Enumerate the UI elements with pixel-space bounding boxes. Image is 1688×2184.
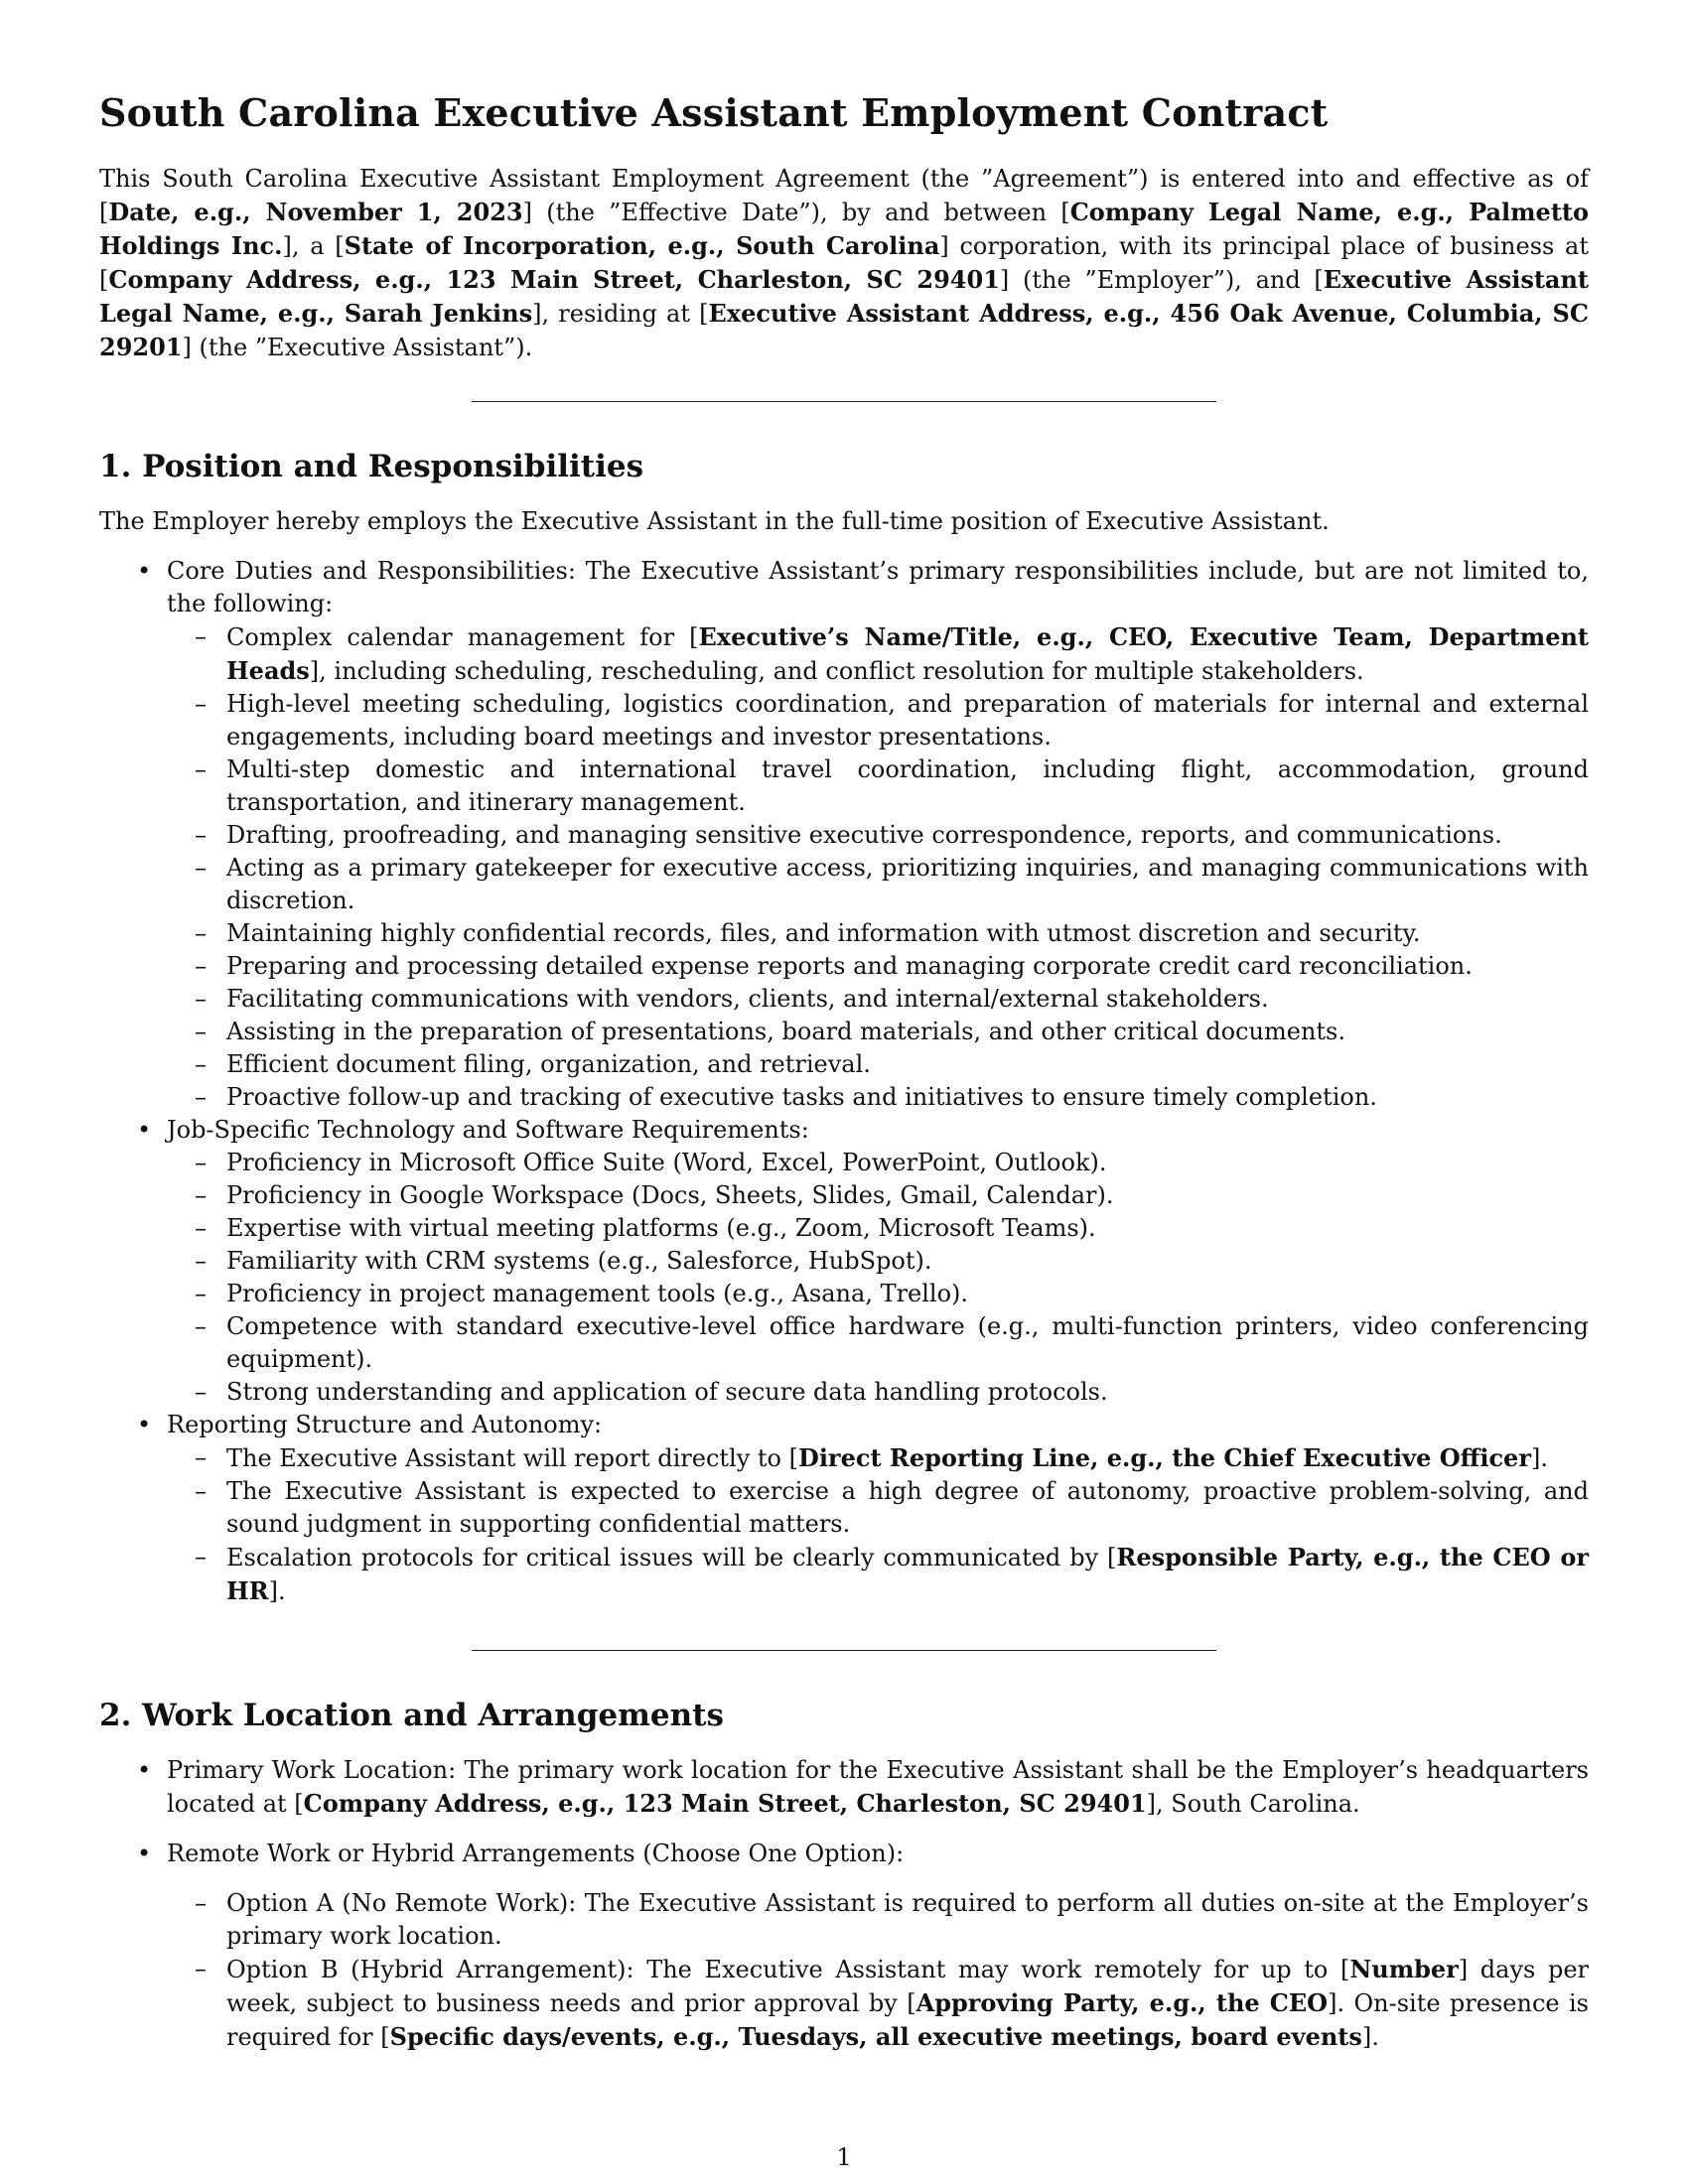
- list-item: – Proficiency in project management tools (e.g., Asana, Trello).: [165, 1278, 1589, 1310]
- list-item: – Complex calendar management for [Executive’s Name/Title, e.g., CEO, Executive Team, Department Heads], including scheduling, rescheduling, and conflict resolution for multiple stakeholders.: [165, 620, 1589, 688]
- list-item: – Efficient document filing, organization, and retrieval.: [165, 1048, 1589, 1081]
- list-item: • Primary Work Location: The primary work location for the Executive Assistant shall be the Employer’s headquarters located at [Company Address, e.g., 123 Main Street, Charleston, SC 29401], South Carolina.: [99, 1754, 1589, 1821]
- list-item: – Facilitating communications with vendors, clients, and internal/external stakeholders.: [165, 983, 1589, 1016]
- list-item: – Escalation protocols for critical issues will be clearly communicated by [Responsible Party, e.g., the CEO or HR].: [165, 1541, 1589, 1608]
- list-item: – Strong understanding and application of secure data handling protocols.: [165, 1376, 1589, 1409]
- tech-requirements-list: [167, 1147, 1589, 1409]
- list-item: – Acting as a primary gatekeeper for executive access, prioritizing inquiries, and managing communications with discretion.: [165, 852, 1589, 917]
- section-1-lead: The Employer hereby employs the Executive Assistant in the full-time position of Executive Assistant.: [99, 507, 1330, 535]
- list-item: – Option A (No Remote Work): The Executive Assistant is required to perform all duties on-site at the Employer’s primary work location.: [165, 1887, 1589, 1953]
- section-1-body: [99, 505, 1589, 1608]
- reporting-list: [167, 1441, 1589, 1608]
- document-page: [99, 0, 1589, 2184]
- list-item: • Core Duties and Responsibilities: The Executive Assistant’s primary responsibilities include, but are not limited to, the following: – Complex calendar management for [Executive’s Name/Title, e.g., CEO, Executive Team, Department Heads], including scheduling, rescheduling, and conflict resolution for multiple stakeholders. – High-level meeting scheduling, logistics coordination, and preparation of materials for internal and external engagements, including board meetings and investor presentations. – Multi-step domestic and international travel coordination, including flight, accommodation, ground transportation, and itinerary management. – Drafting, proofreading, and managing sensitive executive correspondence, reports, and communications. – Acting as a primary gatekeeper for executive access, prioritizing inquiries, and managing communications with discretion. – Maintaining highly confidential records, files, and information with utmost discretion and security. – Preparing and processing detailed expense reports and managing corporate credit card reconciliation. – Facilitating communications with vendors, clients, and internal/external stakeholders. – Assisting in the preparation of presentations, board materials, and other critical documents. – Efficient document filing, organization, and retrieval. – Proactive follow-up and tracking of executive tasks and initiatives to ensure timely completion.: [99, 555, 1589, 1114]
- page-number: 1: [836, 2143, 852, 2171]
- section-2-heading: 2. Work Location and Arrangements: [99, 1698, 724, 1733]
- section-2-list: [99, 1754, 1589, 2054]
- section-1-heading: 1. Position and Responsibilities: [99, 449, 644, 484]
- list-item: – Expertise with virtual meeting platforms (e.g., Zoom, Microsoft Teams).: [165, 1212, 1589, 1245]
- list-item: – Option B (Hybrid Arrangement): The Executive Assistant may work remotely for up to [Number] days per week, subject to business needs and prior approval by [Approving Party, e.g., the CEO]. On-site presence is required for [Specific days/events, e.g., Tuesdays, all executive meetings, board events].: [165, 1953, 1589, 2054]
- list-item: – Proficiency in Google Workspace (Docs, Sheets, Slides, Gmail, Calendar).: [165, 1179, 1589, 1212]
- intro-paragraph: This South Carolina Executive Assistant Employment Agreement (the ”Agreement”) is entered into and effective as of [Date, e.g., November 1, 2023] (the ”Effective Date”), by and between [Company Legal Name, e.g., Palmetto Holdings Inc.], a [State of Incorporation, e.g., South Carolina] corporation, with its principal place of business at [Company Address, e.g., 123 Main Street, Charleston, SC 29401] (the ”Employer”), and [Executive Assistant Legal Name, e.g., Sarah Jenkins], residing at [Executive Assistant Address, e.g., 456 Oak Avenue, Columbia, SC 29201] (the ”Executive Assistant”).: [99, 165, 1590, 361]
- list-item: – Drafting, proofreading, and managing sensitive executive correspondence, reports, and communications.: [165, 819, 1589, 852]
- list-item: – Proficiency in Microsoft Office Suite (Word, Excel, PowerPoint, Outlook).: [165, 1147, 1589, 1179]
- list-item: • Remote Work or Hybrid Arrangements (Choose One Option): – Option A (No Remote Work): The Executive Assistant is required to perform all duties on-site at the Employer’s primary work location. – Option B (Hybrid Arrangement): The Executive Assistant may work remotely for up to [Number] days per week, subject to business needs and prior approval by [Approving Party, e.g., the CEO]. On-site presence is required for [Specific days/events, e.g., Tuesdays, all executive meetings, board events].: [99, 1838, 1589, 2054]
- section-2-body: [99, 1754, 1589, 2054]
- list-item: – High-level meeting scheduling, logistics coordination, and preparation of materials for internal and external engagements, including board meetings and investor presentations.: [165, 688, 1589, 753]
- list-item: – Multi-step domestic and international travel coordination, including flight, accommodation, ground transportation, and itinerary management.: [165, 753, 1589, 819]
- list-item: – Competence with standard executive-level office hardware (e.g., multi-function printers, video conferencing equipment).: [165, 1310, 1589, 1376]
- list-item: – The Executive Assistant will report directly to [Direct Reporting Line, e.g., the Chief Executive Officer].: [165, 1441, 1589, 1475]
- list-item: – The Executive Assistant is expected to exercise a high degree of autonomy, proactive problem-solving, and sound judgment in supporting confidential matters.: [165, 1475, 1589, 1541]
- remote-options-list: [167, 1887, 1589, 2054]
- list-item: • Reporting Structure and Autonomy: – The Executive Assistant will report directly to [Direct Reporting Line, e.g., the Chief Executive Officer]. – The Executive Assistant is expected to exercise a high degree of autonomy, proactive problem-solving, and sound judgment in supporting confidential matters. – Escalation protocols for critical issues will be clearly communicated by [Responsible Party, e.g., the CEO or HR].: [99, 1409, 1589, 1608]
- section-divider: [472, 401, 1216, 402]
- list-item: – Preparing and processing detailed expense reports and managing corporate credit card reconciliation.: [165, 950, 1589, 983]
- list-item: – Proactive follow-up and tracking of executive tasks and initiatives to ensure timely completion.: [165, 1081, 1589, 1114]
- section-divider: [472, 1650, 1216, 1651]
- list-item: – Assisting in the preparation of presentations, board materials, and other critical documents.: [165, 1016, 1589, 1048]
- document-title: South Carolina Executive Assistant Employment Contract: [99, 90, 1329, 135]
- list-item: – Familiarity with CRM systems (e.g., Salesforce, HubSpot).: [165, 1245, 1589, 1278]
- list-item: – Maintaining highly confidential records, files, and information with utmost discretion and security.: [165, 917, 1589, 950]
- section-1-list: [99, 555, 1589, 1608]
- list-item: • Job-Specific Technology and Software Requirements: – Proficiency in Microsoft Office Suite (Word, Excel, PowerPoint, Outlook). – Proficiency in Google Workspace (Docs, Sheets, Slides, Gmail, Calendar). – Expertise with virtual meeting platforms (e.g., Zoom, Microsoft Teams). – Familiarity with CRM systems (e.g., Salesforce, HubSpot). – Proficiency in project management tools (e.g., Asana, Trello). – Competence with standard executive-level office hardware (e.g., multi-function printers, video conferencing equipment). – Strong understanding and application of secure data handling protocols.: [99, 1114, 1589, 1409]
- core-duties-list: [167, 620, 1589, 1114]
